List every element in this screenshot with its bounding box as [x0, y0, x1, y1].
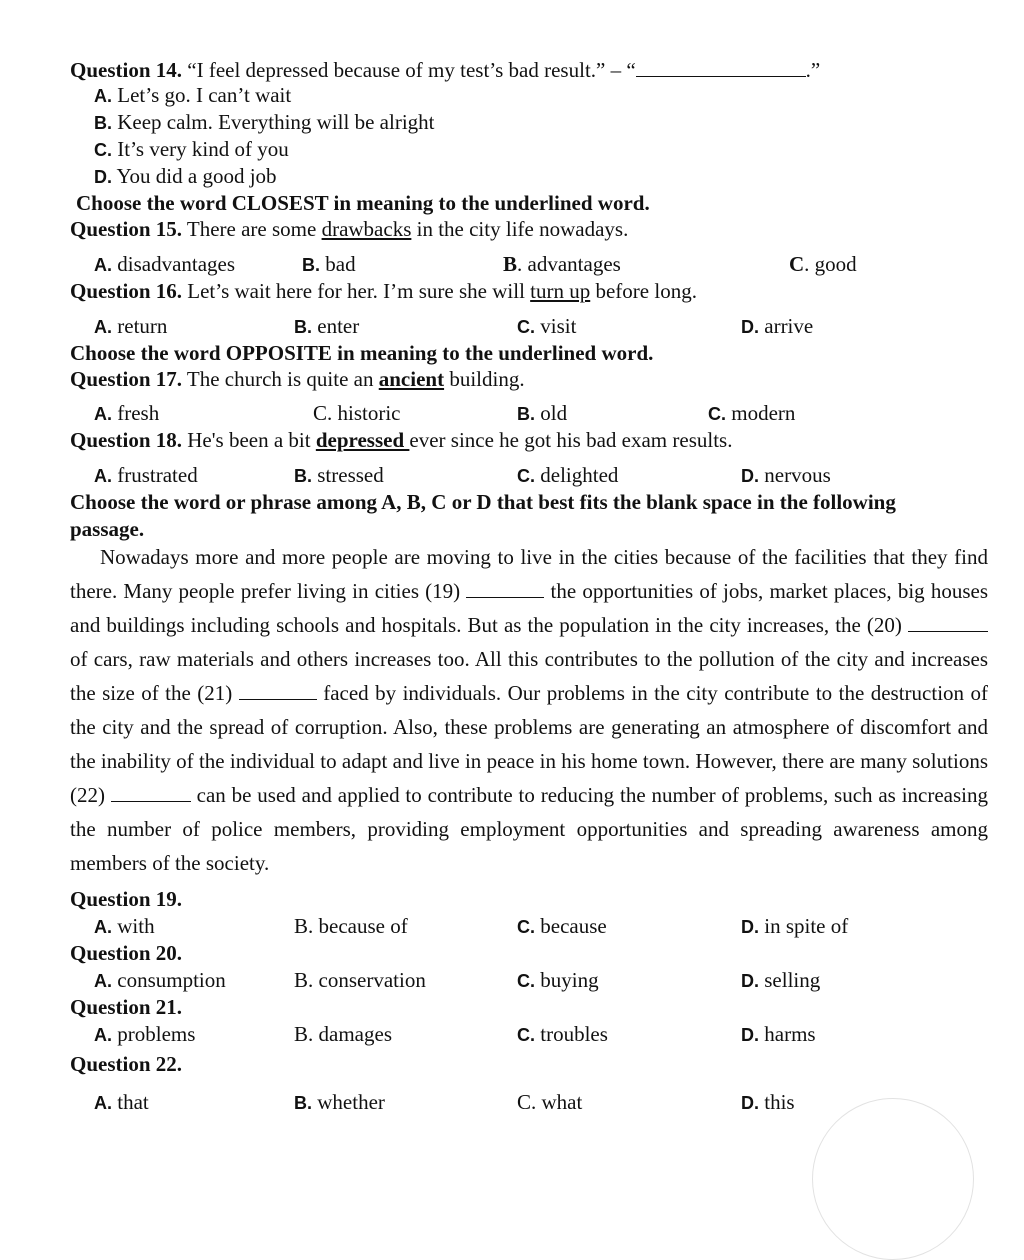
decorative-arc: [812, 1098, 974, 1260]
option-c[interactable]: [517, 916, 607, 937]
instruction-passage: Choose the word or phrase among A, B, C or D that best fits the blank space in the following: [70, 490, 896, 514]
passage-text: the opportunities of jobs, market places, big houses and buildings including schools and hospitals. But as the population in the city increases, the (20): [70, 579, 988, 637]
option-c[interactable]: [94, 139, 289, 160]
option-b[interactable]: [294, 1024, 392, 1045]
option-text: this: [764, 1090, 795, 1114]
option-text: that: [117, 1090, 149, 1114]
instruction-closest: Choose the word CLOSEST in meaning to the underlined word.: [76, 191, 650, 215]
option-label: A.: [94, 466, 112, 486]
passage-text: can be used and applied to contribute to reducing the number of problems, such as increasing the number of police members, providing employment opportunities and spreading awareness among members of the society.: [70, 783, 988, 875]
option-a[interactable]: [94, 1092, 149, 1113]
option-d[interactable]: [741, 316, 813, 337]
option-a[interactable]: [94, 403, 159, 424]
option-text: selling: [764, 968, 821, 992]
question-19: Question 19.: [70, 887, 183, 911]
option-b-alt[interactable]: [503, 254, 621, 275]
option-text: historic: [337, 401, 401, 425]
option-c[interactable]: [517, 1024, 608, 1045]
blank-20: [908, 613, 988, 632]
option-label: A.: [94, 255, 112, 275]
option-d[interactable]: [741, 465, 831, 486]
blank-21: [239, 681, 317, 700]
question-text: building.: [444, 367, 525, 391]
option-text: stressed: [317, 463, 384, 487]
option-label: D.: [741, 971, 759, 991]
option-label: C.: [517, 971, 535, 991]
underlined-word: depressed: [315, 428, 410, 452]
passage-text: Nowadays more and more people are moving to live in the cities because of the facilities that they find there. Many people prefer living in cities (19): [70, 545, 988, 603]
option-text: return: [117, 314, 168, 338]
option-c-modern[interactable]: [708, 403, 795, 424]
option-d[interactable]: [741, 970, 820, 991]
option-b[interactable]: [302, 254, 356, 275]
option-text: because: [540, 914, 607, 938]
option-text: It’s very kind of you: [117, 137, 289, 161]
option-label: D.: [741, 1093, 759, 1113]
option-text: Keep calm. Everything will be alright: [117, 110, 435, 134]
option-text: old: [540, 401, 568, 425]
reading-passage: [70, 540, 988, 880]
question-number: Question 14.: [70, 58, 183, 82]
option-a[interactable]: [94, 85, 291, 106]
option-text: bad: [325, 252, 356, 276]
option-b[interactable]: [294, 465, 384, 486]
underlined-word: ancient: [378, 367, 445, 391]
question-16: [70, 281, 697, 302]
option-d[interactable]: [741, 916, 848, 937]
option-text: with: [117, 914, 155, 938]
option-text: enter: [317, 314, 360, 338]
question-text: ever since he got his bad exam results.: [409, 428, 733, 452]
option-a[interactable]: [94, 916, 155, 937]
option-text: . good: [804, 252, 857, 276]
option-label: A.: [94, 1093, 112, 1113]
option-text: nervous: [764, 463, 831, 487]
option-a[interactable]: [94, 970, 226, 991]
option-label: A.: [94, 917, 112, 937]
option-text: fresh: [117, 401, 160, 425]
option-label: D.: [741, 466, 759, 486]
option-label: C.: [94, 140, 112, 160]
option-label: A.: [94, 86, 112, 106]
option-c[interactable]: [517, 970, 599, 991]
question-17: [70, 369, 525, 390]
option-text: Let’s go. I can’t wait: [117, 83, 292, 107]
question-text: Let’s wait here for her. I’m sure she will: [187, 279, 531, 303]
option-label: A.: [94, 971, 112, 991]
option-label: B.: [294, 968, 314, 992]
option-text: whether: [317, 1090, 385, 1114]
question-22: Question 22.: [70, 1052, 183, 1076]
passage-text: faced by individuals. Our problems in the city contribute to the destruction of the city and the spread of corruption. Also, these problems are generating an atmosphere of discomfort and the inability of the individual to adapt and live in peace in his home town. However, there are many solutions (22): [70, 681, 988, 807]
answer-blank: [636, 58, 806, 77]
question-text: in the city life nowadays.: [411, 217, 629, 241]
option-label: A.: [94, 317, 112, 337]
question-number: Question 15.: [70, 217, 183, 241]
option-text: disadvantages: [117, 252, 236, 276]
instruction-opposite: Choose the word OPPOSITE in meaning to the underlined word.: [70, 341, 654, 365]
option-b[interactable]: [294, 970, 426, 991]
option-b[interactable]: [94, 112, 435, 133]
option-label: A.: [94, 404, 112, 424]
option-c[interactable]: [789, 254, 857, 275]
option-label: C.: [313, 401, 333, 425]
question-prompt: “I feel depressed because of my test’s bad result.” – “: [187, 58, 636, 82]
question-number: Question 18.: [70, 428, 183, 452]
option-label: C.: [517, 317, 535, 337]
option-text: frustrated: [117, 463, 198, 487]
question-20: Question 20.: [70, 941, 183, 965]
option-b[interactable]: [294, 916, 408, 937]
option-a[interactable]: [94, 254, 235, 275]
option-text: conservation: [318, 968, 426, 992]
option-label: A.: [94, 1025, 112, 1045]
option-a[interactable]: [94, 316, 167, 337]
option-label: C.: [708, 404, 726, 424]
question-text: He's been a bit: [187, 428, 316, 452]
question-21: Question 21.: [70, 995, 183, 1019]
option-b[interactable]: [294, 1092, 385, 1113]
option-text: what: [541, 1090, 583, 1114]
option-text: troubles: [540, 1022, 608, 1046]
option-text: visit: [540, 314, 577, 338]
option-text: arrive: [764, 314, 814, 338]
option-label: C.: [517, 1090, 537, 1114]
option-text: because of: [318, 914, 408, 938]
question-prompt-end: .”: [805, 58, 821, 82]
option-label: D.: [741, 917, 759, 937]
option-text: delighted: [540, 463, 619, 487]
option-text: in spite of: [764, 914, 849, 938]
blank-19: [466, 579, 544, 598]
option-c-historic[interactable]: [313, 403, 401, 424]
option-a[interactable]: [94, 465, 198, 486]
option-text: damages: [318, 1022, 392, 1046]
question-text: The church is quite an: [186, 367, 379, 391]
option-text: You did a good job: [116, 164, 277, 188]
option-label: B.: [94, 113, 112, 133]
option-label: B.: [294, 466, 312, 486]
option-b[interactable]: [517, 403, 567, 424]
question-text: There are some: [186, 217, 322, 241]
underlined-word: turn up: [530, 279, 591, 303]
passage-paragraph: [70, 540, 988, 880]
option-d[interactable]: [741, 1092, 795, 1113]
blank-22: [111, 783, 191, 802]
question-number: Question 16.: [70, 279, 183, 303]
passage-text: of cars, raw materials and others increases too. All this contributes to the pollution of the city and increases the size of the (21): [70, 647, 988, 705]
option-label: B.: [294, 914, 314, 938]
option-text: consumption: [117, 968, 226, 992]
option-label: B.: [294, 1093, 312, 1113]
option-a[interactable]: [94, 1024, 195, 1045]
option-label: B: [503, 252, 518, 276]
option-text: harms: [764, 1022, 816, 1046]
option-b[interactable]: [294, 316, 359, 337]
option-label: C.: [517, 917, 535, 937]
question-number: Question 17.: [70, 367, 183, 391]
option-c[interactable]: [517, 1092, 582, 1113]
option-c[interactable]: [517, 465, 618, 486]
option-label: C.: [517, 466, 535, 486]
option-d[interactable]: [94, 166, 277, 187]
question-14: [70, 58, 820, 81]
option-d[interactable]: [741, 1024, 816, 1045]
question-text: before long.: [590, 279, 697, 303]
question-15: [70, 219, 628, 240]
option-text: problems: [117, 1022, 196, 1046]
instruction-passage-cont: passage.: [70, 517, 145, 541]
underlined-word: drawbacks: [321, 217, 412, 241]
option-c[interactable]: [517, 316, 576, 337]
option-label: C.: [517, 1025, 535, 1045]
option-text: modern: [731, 401, 796, 425]
option-label: B.: [517, 404, 535, 424]
option-text: buying: [540, 968, 599, 992]
option-text: . advantages: [517, 252, 621, 276]
option-label: B.: [294, 1022, 314, 1046]
option-label: B.: [302, 255, 320, 275]
option-label: B.: [294, 317, 312, 337]
option-label: C: [789, 252, 805, 276]
option-label: D.: [94, 167, 112, 187]
option-label: D.: [741, 1025, 759, 1045]
question-18: [70, 430, 732, 451]
option-label: D.: [741, 317, 759, 337]
